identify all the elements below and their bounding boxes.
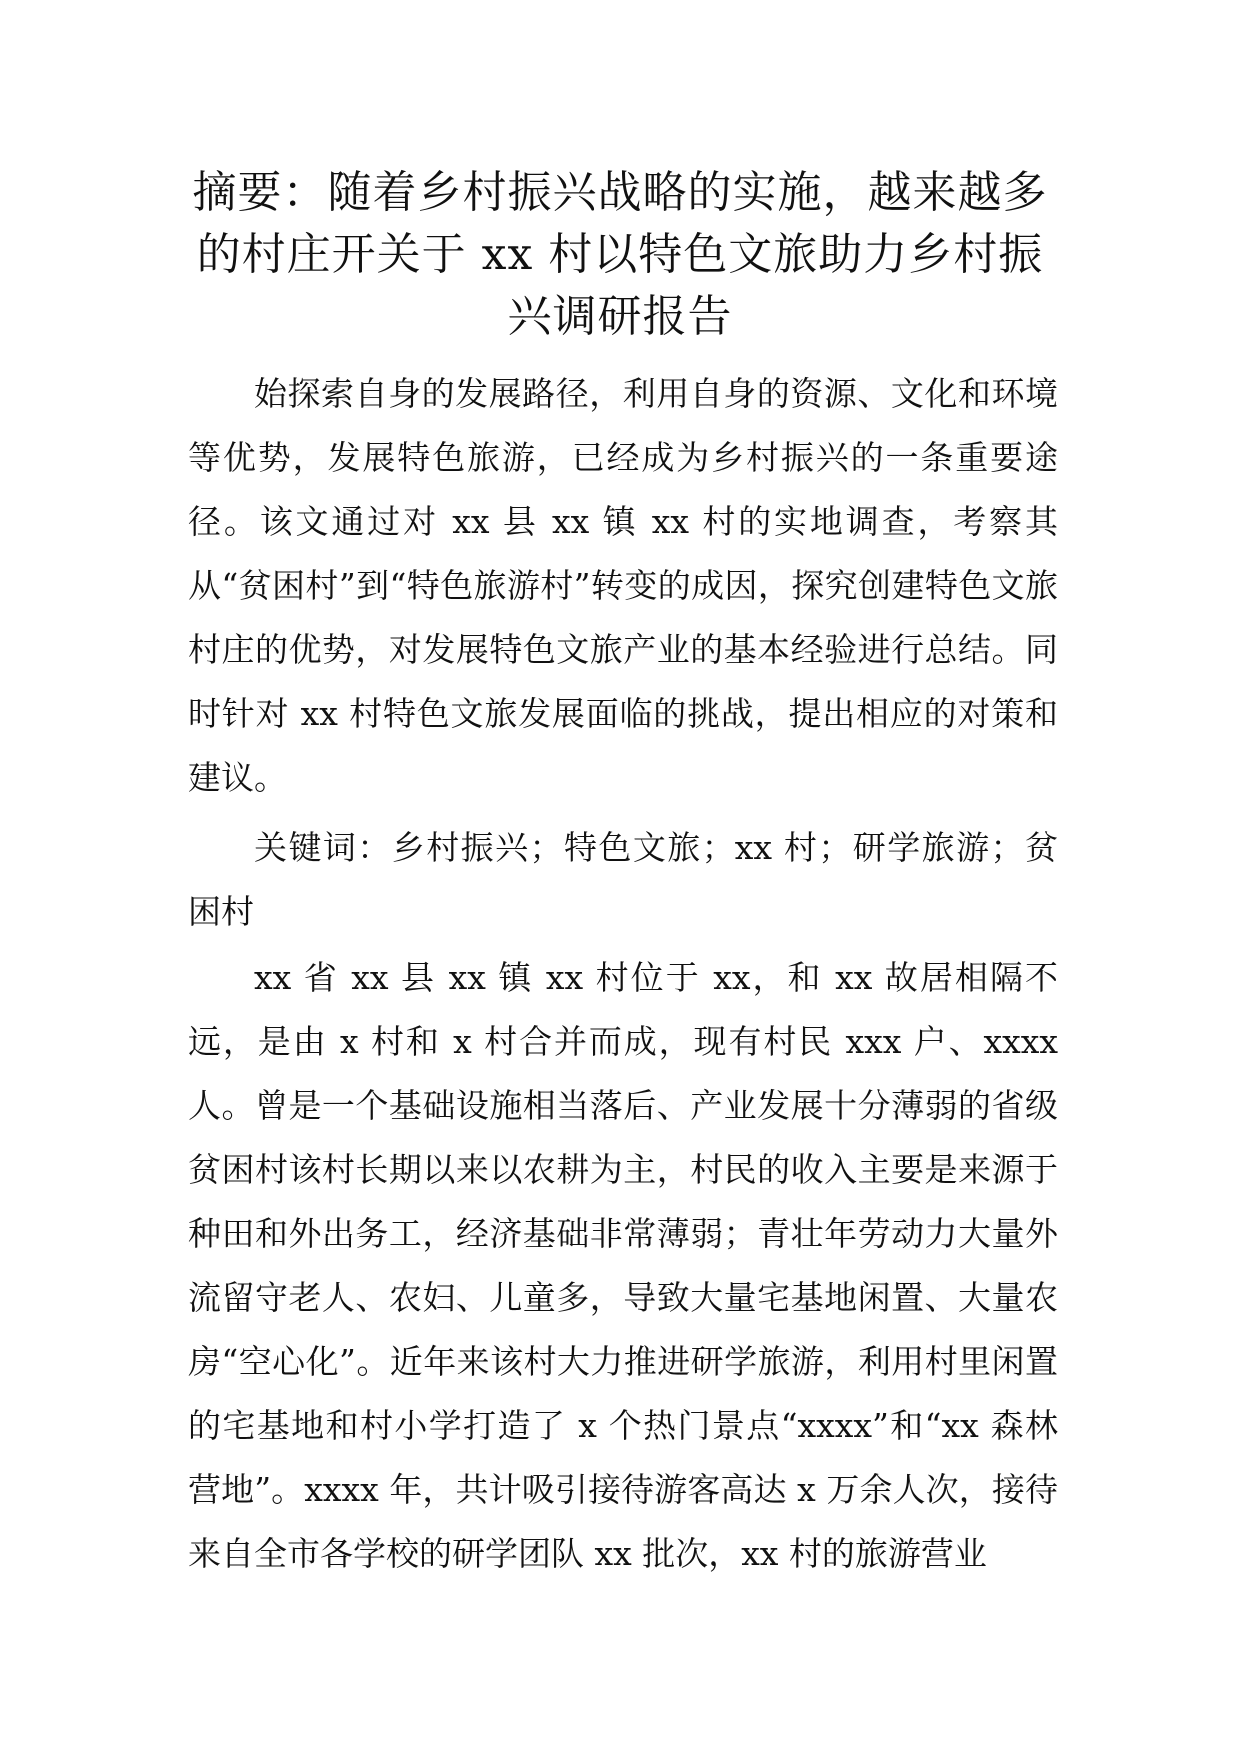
body-paragraph: xx 省 xx 县 xx 镇 xx 村位于 xx，和 xx 故居相隔不远，是由 x 村和 x 村合并而成，现有村民 xxx 户、xxxx 人。曾是一个基础设施相当落后、产业发展十分薄弱的省级贫困村该村长期以来以农耕为主，村民的收入主要是来源于种田和外出务工，经济基础非常薄弱；青壮年劳动力大量外流留守老人、农妇、儿童多，导致大量宅基地闲置、大量农房“空心化”。近年来该村大力推进研学旅游，利用村里闲置的宅基地和村小学打造了 x 个热门景点“xxxx”和“xx 森林营地”。xxxx 年，共计吸引接待游客高达 x 万余人次，接待来自全市各学校的研学团队 xx 批次，xx 村的旅游营业 [188,958,1058,1573]
keywords-paragraph: 关键词：乡村振兴；特色文旅；xx 村；研学旅游；贫困村 [188,828,1058,931]
document-title: 摘要：随着乡村振兴战略的实施，越来越多的村庄开关于 xx 村以特色文旅助力乡村振兴调研报告 [192,167,1048,342]
abstract-paragraph: 始探索自身的发展路径，利用自身的资源、文化和环境等优势，发展特色旅游，已经成为乡村振兴的一条重要途径。该文通过对 xx 县 xx 镇 xx 村的实地调查，考察其从“贫困村”到“特色旅游村”转变的成因，探究创建特色文旅村庄的优势，对发展特色文旅产业的基本经验进行总结。同时针对 xx 村特色文旅发展面临的挑战，提出相应的对策和建议。 [188,374,1058,797]
